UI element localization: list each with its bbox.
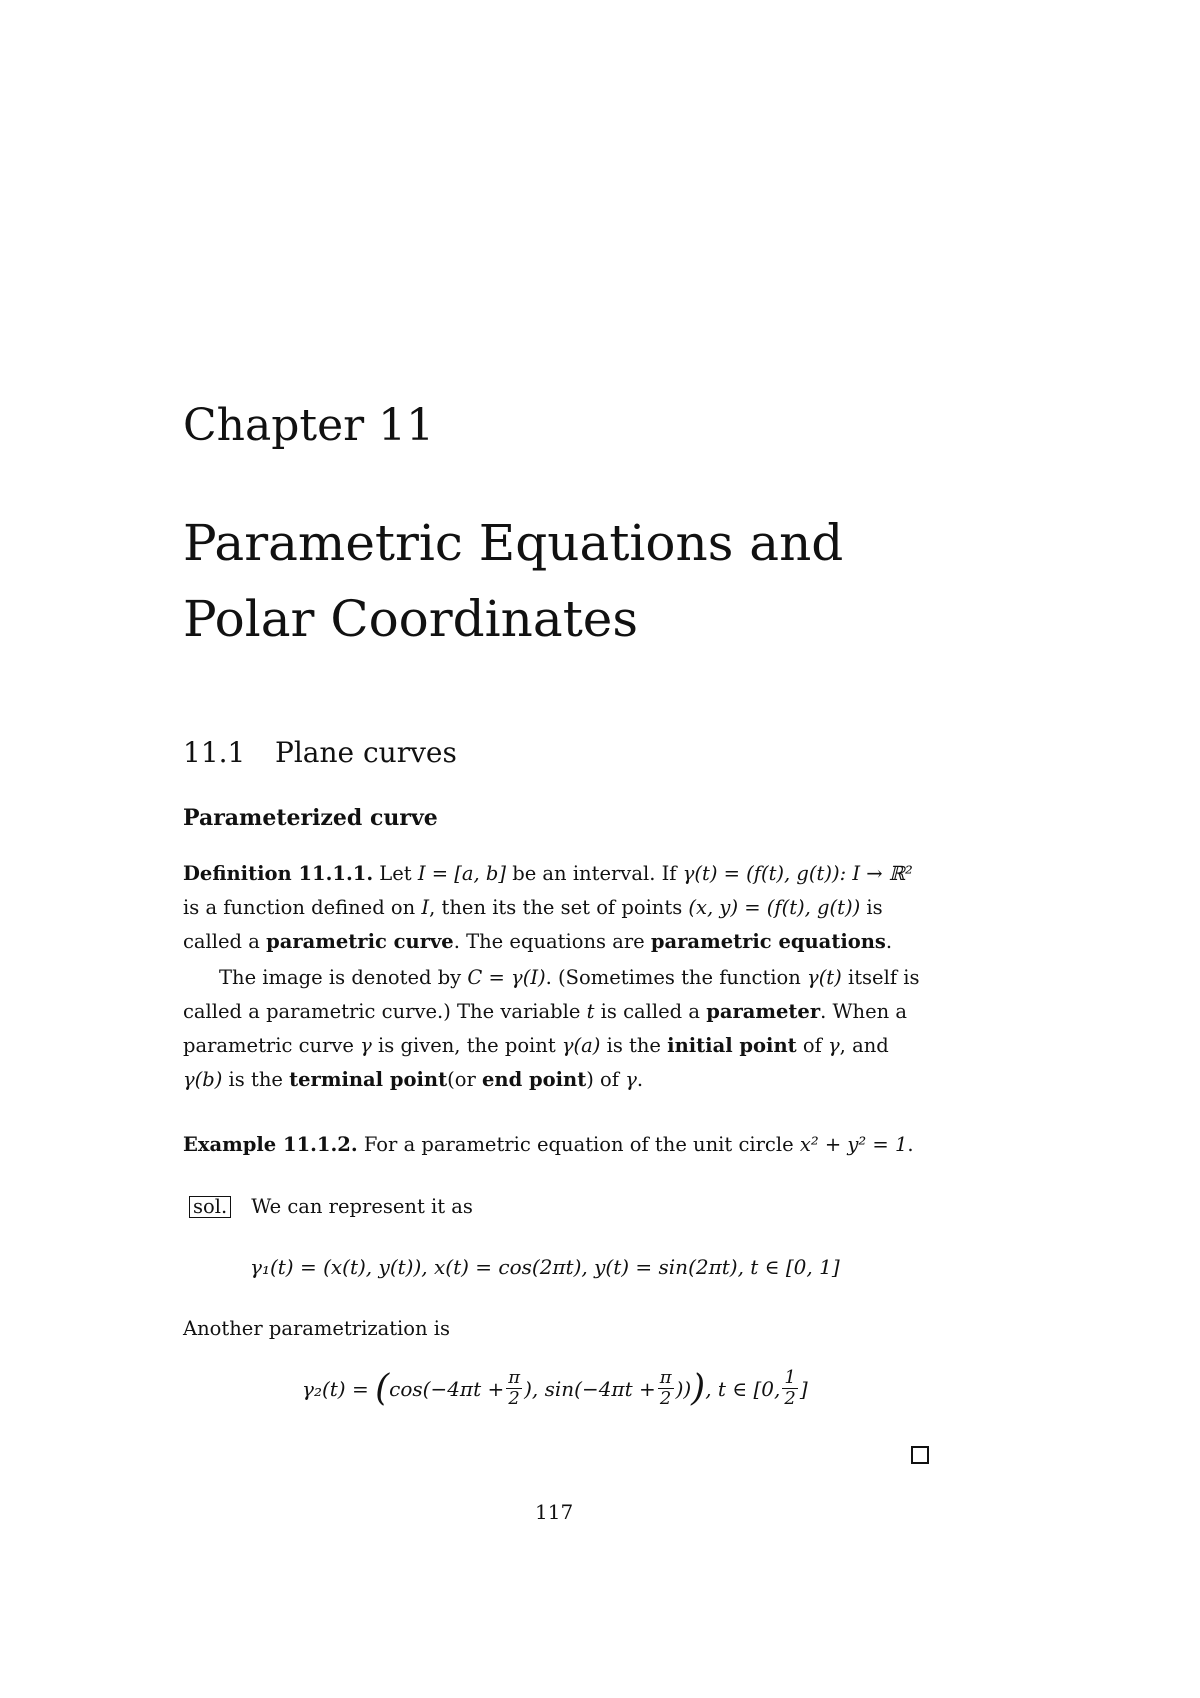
text: Let — [373, 862, 418, 885]
denominator: 2 — [784, 1388, 796, 1409]
math: C = γ(I) — [467, 966, 546, 989]
equation-gamma1: γ₁(t) = (x(t), y(t)), x(t) = cos(2πt), y(t) = sin(2πt), t ∈ [0, 1] — [250, 1255, 840, 1279]
example-paragraph — [183, 1128, 930, 1162]
section-title: Plane curves — [275, 736, 457, 769]
definition-paragraph — [183, 857, 930, 959]
text: The image is denoted by — [219, 966, 468, 989]
solution-intro — [189, 1195, 473, 1218]
text: is called a — [594, 1000, 707, 1023]
big-paren: ( — [375, 1367, 390, 1409]
math: γ — [828, 1034, 840, 1057]
term: initial point — [667, 1034, 797, 1057]
math: γ(t) = (f(t), g(t)): I → ℝ² — [682, 862, 913, 885]
solution-text: We can represent it as — [251, 1195, 473, 1218]
eq-part: )) — [675, 1376, 692, 1401]
text: . When a parametric curve — [183, 1000, 908, 1057]
math: γ(t) — [807, 966, 842, 989]
numerator: 1 — [784, 1367, 796, 1388]
chapter-title-line-2: Polar Coordinates — [183, 590, 639, 648]
math: (x, y) = (f(t), g(t)) — [688, 896, 861, 919]
page-number: 117 — [535, 1500, 574, 1524]
text: (or — [447, 1068, 482, 1091]
fraction-one-half — [782, 1368, 797, 1409]
text: ) of — [586, 1068, 626, 1091]
math: I — [421, 896, 430, 919]
term: end point — [482, 1068, 587, 1091]
term: parametric equations — [650, 930, 886, 953]
eq-part: ] — [799, 1376, 808, 1401]
math: γ(a) — [561, 1034, 601, 1057]
qed-square-icon — [911, 1446, 929, 1464]
chapter-heading: Chapter 11 — [183, 400, 435, 451]
subsection-heading: Parameterized curve — [183, 805, 438, 831]
text: is the — [222, 1068, 290, 1091]
term: terminal point — [289, 1068, 448, 1091]
text: . (Sometimes the function — [545, 966, 808, 989]
text: itself is called a parametric curve.) The variable — [183, 966, 920, 1023]
body-paragraph — [183, 961, 930, 1097]
math: γ — [360, 1034, 372, 1057]
text: For a parametric equation of the unit circle — [357, 1133, 800, 1156]
another-parametrization-text: Another parametrization is — [183, 1317, 451, 1340]
text: is the — [600, 1034, 668, 1057]
eq-part: cos(−4πt + — [389, 1376, 505, 1401]
text: is given, the point — [371, 1034, 562, 1057]
text: , then its the set of points — [429, 896, 689, 919]
text: , and — [839, 1034, 889, 1057]
math: I = [a, b] — [417, 862, 507, 885]
text: . — [636, 1068, 644, 1091]
math: x² + y² = 1 — [799, 1133, 908, 1156]
equation-gamma2 — [302, 1368, 808, 1409]
section-heading — [183, 736, 457, 769]
solution-label: sol. — [189, 1196, 231, 1218]
text: is called a — [183, 896, 883, 953]
fraction-pi-over-2 — [506, 1368, 522, 1409]
numerator: π — [659, 1367, 672, 1388]
math: t — [586, 1000, 595, 1023]
chapter-title-line-1: Parametric Equations and — [183, 514, 844, 572]
definition-label: Definition 11.1.1. — [183, 862, 374, 885]
eq-part: ), sin(−4πt + — [524, 1376, 656, 1401]
section-number: 11.1 — [183, 736, 246, 769]
denominator: 2 — [508, 1388, 520, 1409]
big-paren: ) — [691, 1367, 706, 1409]
text: be an interval. If — [506, 862, 683, 885]
text: . — [907, 1133, 914, 1156]
text: . — [885, 930, 893, 953]
numerator: π — [508, 1367, 521, 1388]
eq-lhs: γ₂(t) = — [302, 1376, 369, 1401]
eq-part: , t ∈ [0, — [705, 1376, 781, 1401]
math: γ — [625, 1068, 637, 1091]
text: . The equations are — [453, 930, 651, 953]
denominator: 2 — [659, 1388, 672, 1409]
term: parameter — [706, 1000, 821, 1023]
math: γ(b) — [183, 1068, 223, 1091]
text: of — [796, 1034, 829, 1057]
term: parametric curve — [266, 930, 454, 953]
text: is a function defined on — [183, 896, 422, 919]
fraction-pi-over-2 — [658, 1368, 674, 1409]
example-label: Example 11.1.2. — [183, 1133, 358, 1156]
